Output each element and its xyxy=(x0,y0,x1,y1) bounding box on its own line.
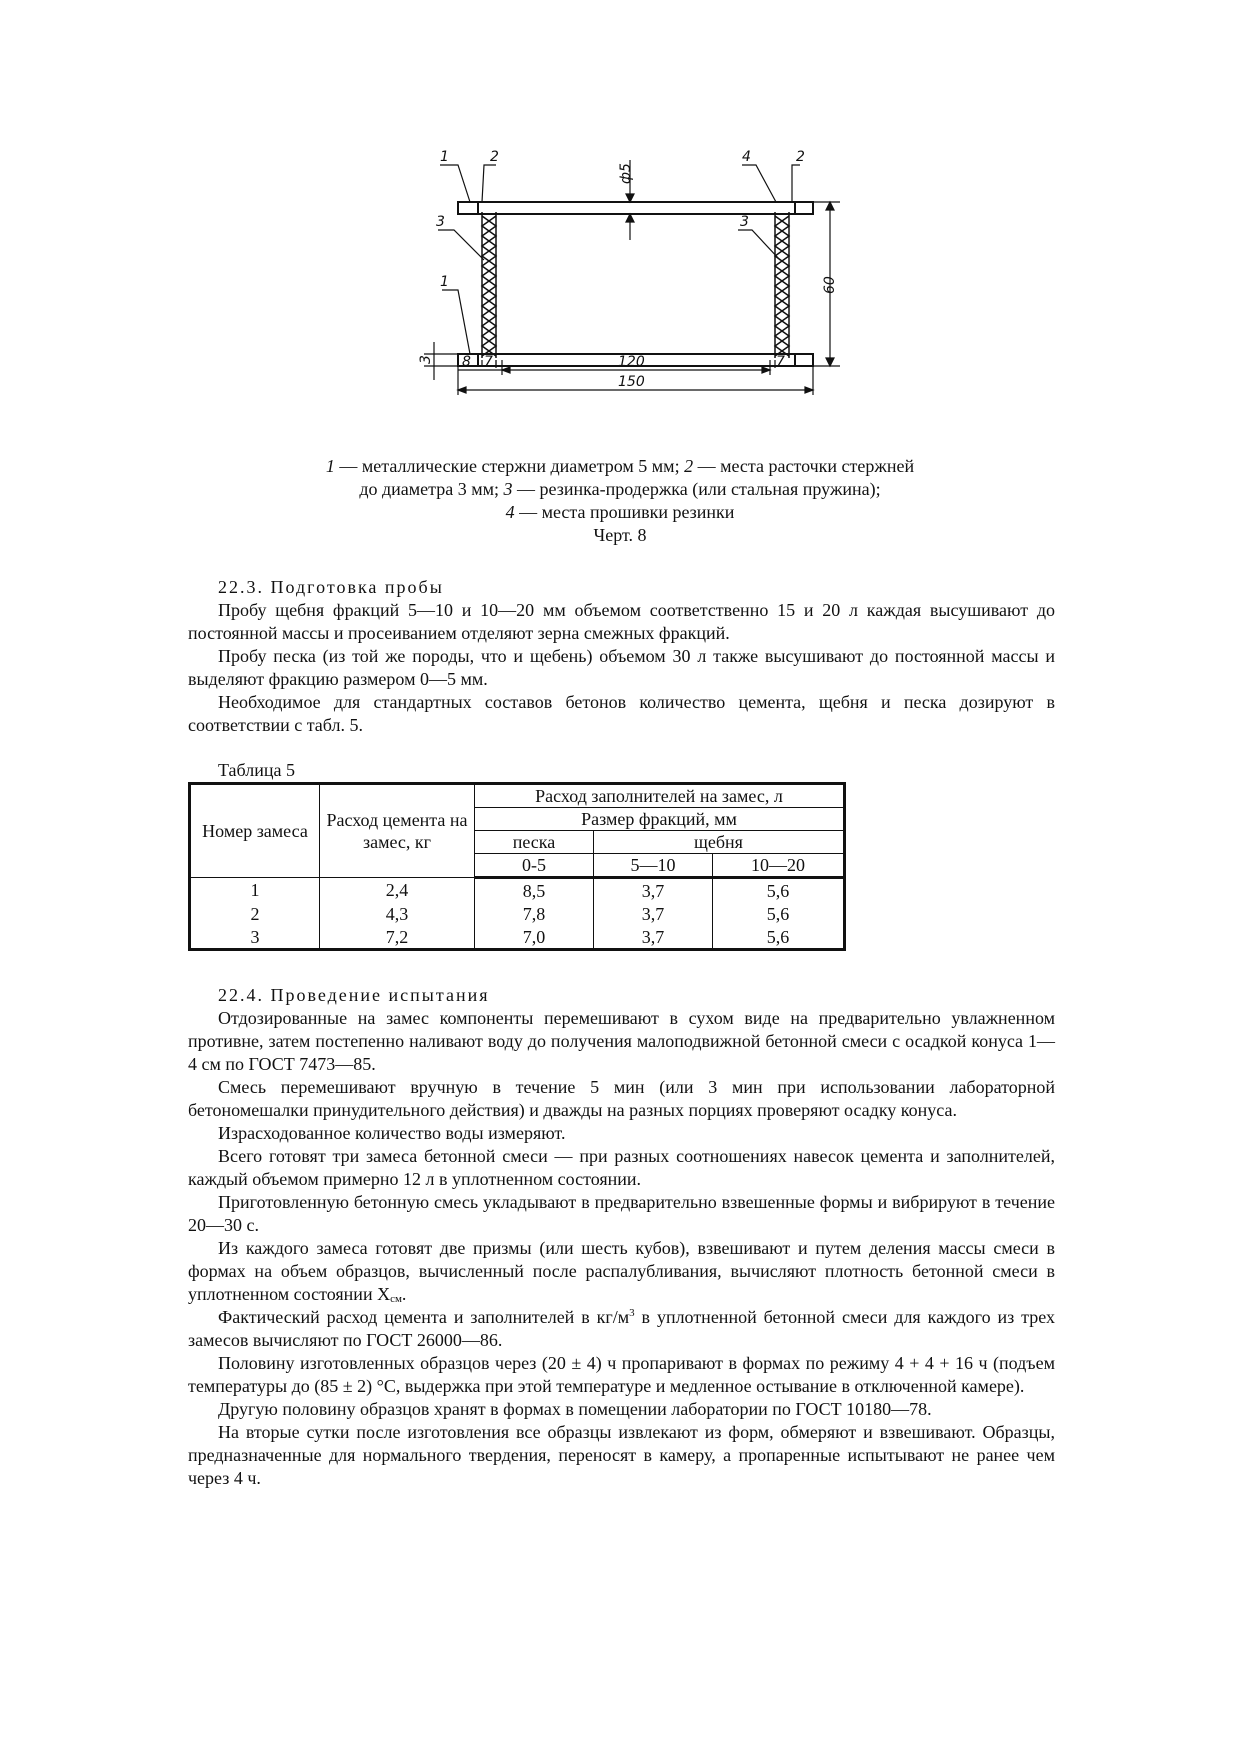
callout-1-bottom: 1 xyxy=(440,274,449,290)
left-spring xyxy=(482,212,496,358)
header-gravel-10-20: 10—20 xyxy=(713,854,845,878)
cell: 1 xyxy=(190,878,320,903)
cell: 2,4 xyxy=(320,878,475,903)
callout-2-top-left: 2 xyxy=(490,149,499,165)
callout-3-right: 3 xyxy=(740,214,749,230)
paragraph: Половину изготовленных образцов через (20 ± 4) ч пропаривают в формах по режиму 4 + 4 + 16 ч (подъем температуры до (85 ± 2) °С, выдержка при этой температуре и медленное остывание в отключенной камере). xyxy=(188,1353,1055,1396)
header-cement-consumption: Расход цемента на замес, кг xyxy=(320,784,475,878)
section-heading-22-3: 22.3. Подготовка пробы xyxy=(218,577,444,597)
header-filler-consumption: Расход заполнителей на замес, л xyxy=(475,784,845,808)
caption-num-2: 2 xyxy=(684,456,694,476)
section-22-3 xyxy=(188,576,1055,737)
caption-text-5: — места прошивки резинки xyxy=(514,502,735,522)
dim-150-label: 150 xyxy=(618,374,645,390)
bottom-rod-right-end xyxy=(795,354,813,366)
caption-text-3: до диаметра 3 мм; xyxy=(359,479,504,499)
drawing-number: Черт. 8 xyxy=(593,525,647,545)
table-row xyxy=(190,925,845,950)
dim-8-label: 8 xyxy=(462,354,471,370)
callout-4: 4 xyxy=(742,149,751,165)
paragraph: Пробу песка (из той же породы, что и щебень) объемом 30 л также высушивают до постоянной массы и выделяют фракцию размером 0—5 мм. xyxy=(188,646,1055,689)
caption-text-1: — металлические стержни диаметром 5 мм; xyxy=(334,456,685,476)
top-rod-left-end xyxy=(458,202,478,214)
header-batch-number: Номер замеса xyxy=(190,784,320,878)
cell: 3,7 xyxy=(594,902,713,925)
callout-1-top: 1 xyxy=(440,149,449,165)
cell: 5,6 xyxy=(713,925,845,950)
paragraph-text: Из каждого замеса готовят две призмы (или шесть кубов), взвешивают и путем деления массы смеси в формах на объем образцов, вычисленный после распалубливания, вычисляют плотность бетонной смеси в уплотненном состоянии Х xyxy=(188,1238,1055,1304)
diameter-label: ф5 xyxy=(618,163,634,184)
section-heading-22-4: 22.4. Проведение испытания xyxy=(218,985,490,1005)
paragraph: Необходимое для стандартных составов бетонов количество цемента, щебня и песка дозируют в соответствии с табл. 5. xyxy=(188,692,1055,735)
technical-drawing-figure xyxy=(420,150,840,440)
paragraph-end: . xyxy=(401,1284,407,1304)
paragraph xyxy=(188,1306,1055,1352)
superscript-3: 3 xyxy=(629,1307,635,1319)
cell: 7,0 xyxy=(475,925,594,950)
cell: 8,5 xyxy=(475,878,594,903)
caption-num-3: 3 xyxy=(503,479,513,499)
cell: 2 xyxy=(190,902,320,925)
header-gravel: щебня xyxy=(594,831,845,854)
callout-3-left: 3 xyxy=(436,214,445,230)
figure-caption xyxy=(200,455,1040,547)
dim-120-label: 120 xyxy=(618,354,645,370)
paragraph: Смесь перемешивают вручную в течение 5 мин (или 3 мин при использовании лабораторной бетономешалки принудительного действия) и дважды на разных порциях проверяют осадку конуса. xyxy=(188,1077,1055,1120)
top-rod-right-end xyxy=(795,202,813,214)
paragraph: Отдозированные на замес компоненты перемешивают в сухом виде на предварительно увлажненном противне, затем постепенно наливают воду до получения малоподвижной бетонной смеси с осадкой конуса 1—4 см по ГОСТ 7473—85. xyxy=(188,1008,1055,1074)
paragraph: На вторые сутки после изготовления все образцы извлекают из форм, обмеряют и взвешивают. Образцы, предназначенные для нормального твердения, переносят в камеру, а пропаренные испытывают не ранее чем через 4 ч. xyxy=(188,1422,1055,1488)
dim-3-label: 3 xyxy=(418,355,434,364)
caption-num-4: 4 xyxy=(505,502,515,522)
table-row xyxy=(190,878,845,903)
caption-text-2: — места расточки стержней xyxy=(693,456,915,476)
cell: 3,7 xyxy=(594,925,713,950)
table-row xyxy=(190,902,845,925)
height-label: 60 xyxy=(822,276,838,294)
table-5 xyxy=(188,782,846,951)
cell: 3,7 xyxy=(594,878,713,903)
paragraph: Другую половину образцов хранят в формах в помещении лаборатории по ГОСТ 10180—78. xyxy=(218,1399,932,1419)
header-sand: песка xyxy=(475,831,594,854)
header-sand-0-5: 0-5 xyxy=(475,854,594,878)
paragraph: Пробу щебня фракций 5—10 и 10—20 мм объемом соответственно 15 и 20 л каждая высушивают до постоянной массы и просеиванием отделяют зерна смежных фракций. xyxy=(188,600,1055,643)
cell: 5,6 xyxy=(713,878,845,903)
cell: 4,3 xyxy=(320,902,475,925)
cell: 7,2 xyxy=(320,925,475,950)
cell: 7,8 xyxy=(475,902,594,925)
table-caption: Таблица 5 xyxy=(218,760,295,780)
paragraph: Приготовленную бетонную смесь укладывают в предварительно взвешенные формы и вибрируют в течение 20—30 с. xyxy=(188,1192,1055,1235)
paragraph xyxy=(188,1237,1055,1306)
dim-7b-label: 7 xyxy=(776,354,785,370)
subscript-sm: см xyxy=(390,1293,402,1305)
dim-7a-label: 7 xyxy=(484,354,493,370)
cell: 3 xyxy=(190,925,320,950)
header-gravel-5-10: 5—10 xyxy=(594,854,713,878)
paragraph: Израсходованное количество воды измеряют. xyxy=(218,1123,566,1143)
right-spring xyxy=(775,212,789,358)
paragraph: Всего готовят три замеса бетонной смеси — при разных соотношениях навесок цемента и заполнителей, каждый объемом примерно 12 л в уплотненном состоянии. xyxy=(188,1146,1055,1189)
header-fraction-size: Размер фракций, мм xyxy=(475,808,845,831)
section-22-4 xyxy=(188,984,1055,1490)
paragraph-text: в уплотненной бетонной смеси для каждого из трех замесов вычисляют по ГОСТ 26000—86. xyxy=(188,1307,1055,1350)
paragraph-text: Фактический расход цемента и заполнителей в кг/м xyxy=(218,1307,630,1327)
caption-text-4: — резинка-продержка (или стальная пружина); xyxy=(512,479,881,499)
caption-num-1: 1 xyxy=(325,456,335,476)
cell: 5,6 xyxy=(713,902,845,925)
callout-2-top-right: 2 xyxy=(796,149,805,165)
